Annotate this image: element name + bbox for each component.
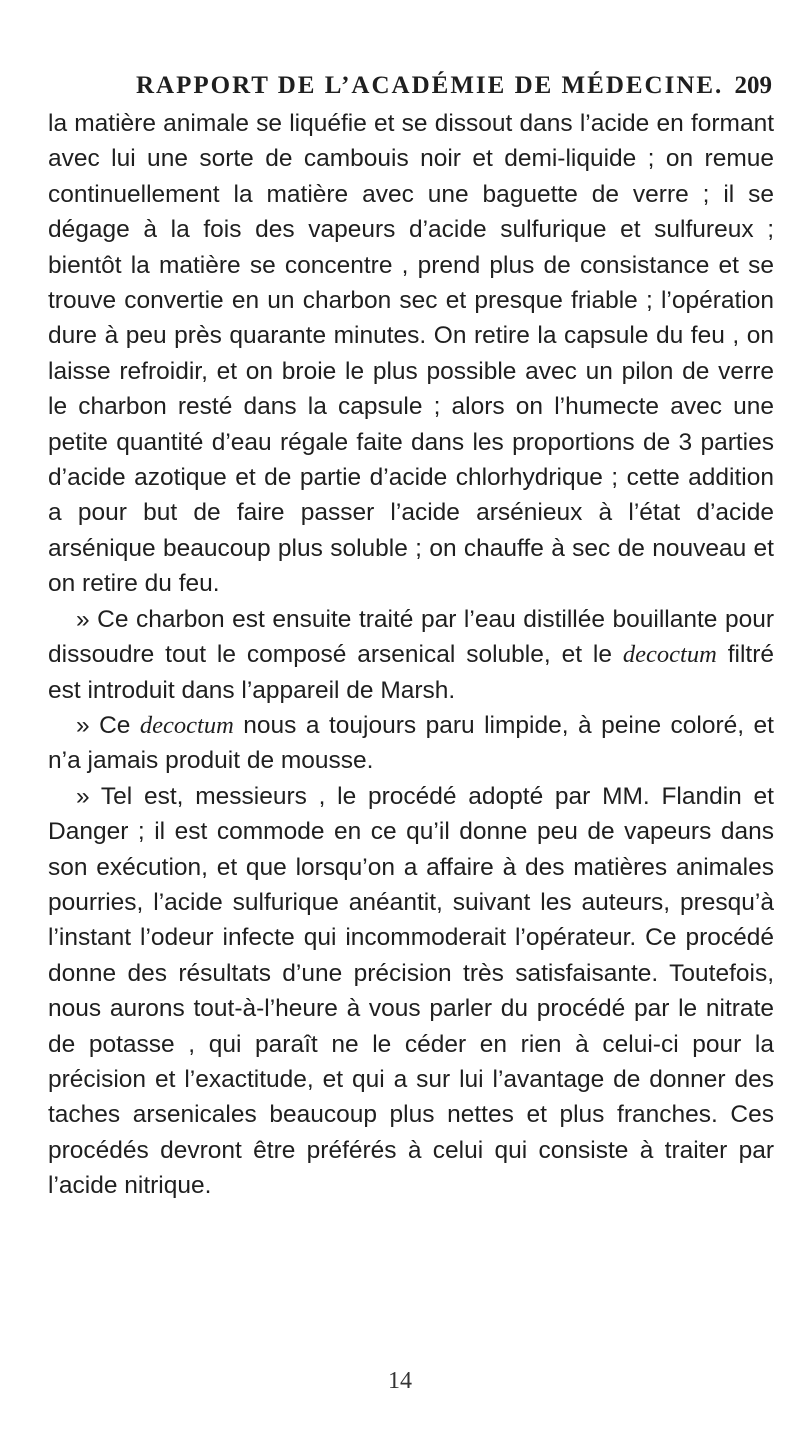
paragraph-3: [48, 708, 774, 779]
paragraph-4-text: » Tel est, messieurs , le procédé adopté par MM. Flandin et Danger ; il est commode en ce qu’il donne peu de vapeurs dans son exécution, et que lorsqu’on a affaire à des matières animales pourries, l’acide sulfurique anéantit, suivant les auteurs, presqu’à l’instant l’odeur infecte qui incommoderait l’opérateur. Ce procédé donne des résultats d’une précision très satisfaisante. Toutefois, nous aurons tout-à-l’heure à vous parler du procédé par le nitrate de potasse , qui paraît ne le céder en rien à celui-ci pour la précision et l’exactitude, et qui a sur lui l’avantage de donner des taches arsenicales beaucoup plus nettes et plus franches. Ces procédés devront être préférés à celui qui consiste à traiter par l’acide nitrique.: [48, 782, 774, 1200]
body-text: [48, 106, 774, 1204]
page-number: 209: [734, 72, 772, 99]
paragraph-1-text: la matière animale se liquéfie et se dissout dans l’acide en formant avec lui une sorte de cambouis noir et demi-liquide ; on remue continuellement la matière avec une baguette de verre ; il se dégage à la fois des vapeurs d’acide sulfurique et sulfureux ; bientôt la matière se concentre , prend plus de consistance et se trouve convertie en un charbon sec et presque friable ; l’opération dure à peu près quarante minutes. On retire la capsule du feu , on laisse refroidir, et on broie le plus possible avec un pilon de verre le charbon resté dans la capsule ; alors on l’humecte avec une petite quantité d’eau régale faite dans les proportions de 3 parties d’acide azotique et de partie d’acide chlorhydrique ; cette addition a pour but de faire passer l’acide arsénieux à l’état d’acide arsénique beaucoup plus soluble ; on chauffe à sec de nouveau et on retire du feu.: [48, 110, 774, 598]
paragraph-2-text-b: filtré est introduit dans l’appareil de Marsh.: [48, 641, 774, 704]
paragraph-2-italic-decoctum: decoctum: [622, 641, 717, 669]
paragraph-3-text-b: nous a toujours paru limpide, à peine coloré, et n’a jamais produit de mousse.: [48, 711, 774, 775]
running-head: RAPPORT DE L’ACADÉMIE DE MÉDECINE.: [136, 72, 724, 99]
paragraph-3-text-a: » Ce: [76, 711, 140, 739]
page-header: [136, 72, 772, 108]
paragraph-2-text-a: » Ce charbon est ensuite traité par l’eau distillée bouillante pour dissoudre tout le composé arsenical soluble, et le: [48, 605, 774, 669]
paragraph-3-italic-decoctum: decoctum: [139, 711, 234, 739]
paragraph-2: [48, 602, 774, 708]
signature-mark: 14: [388, 1368, 412, 1394]
paragraph-1: [48, 106, 774, 602]
paragraph-4: [48, 779, 774, 1204]
